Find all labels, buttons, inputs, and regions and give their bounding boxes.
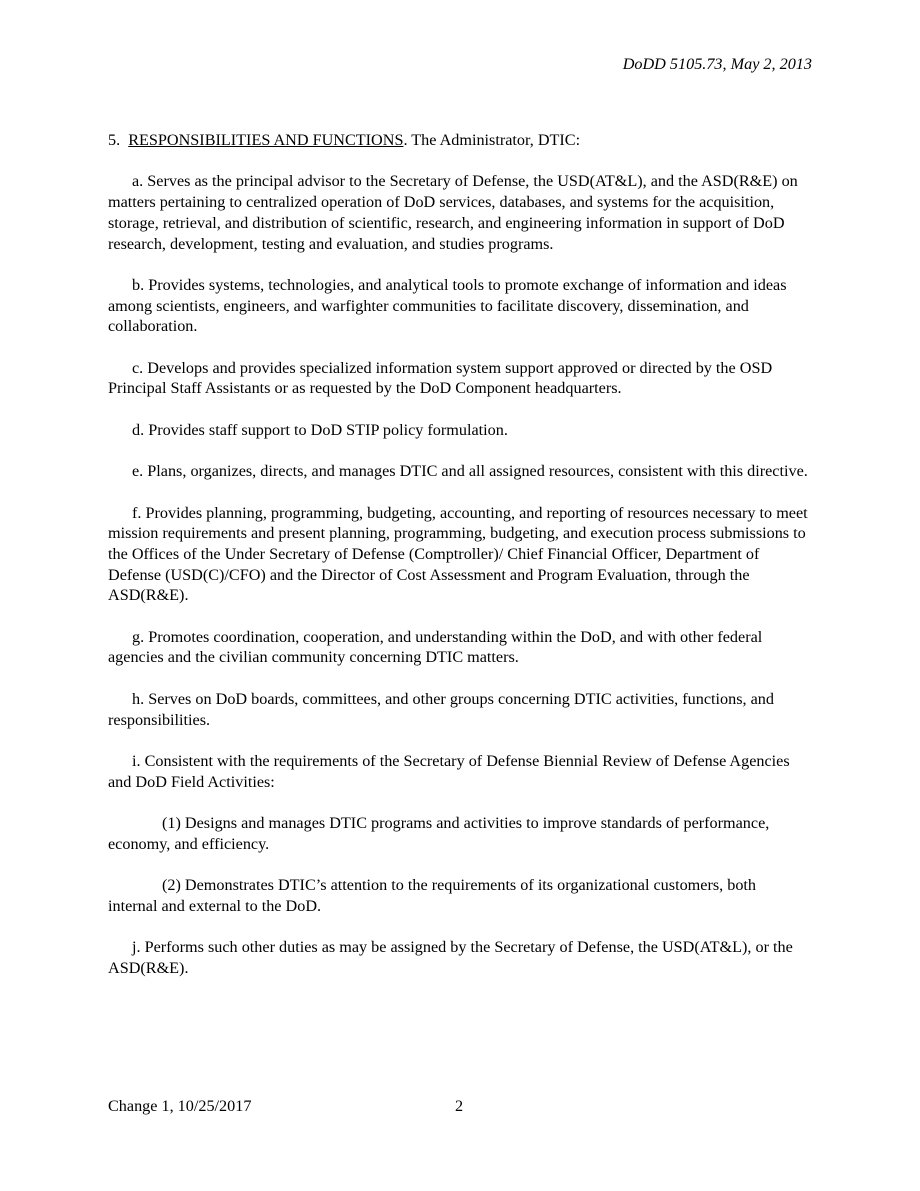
section-lead: . The Administrator, DTIC: — [403, 131, 581, 149]
paragraph-f: f. Provides planning, programming, budgeting, accounting, and reporting of resources necessary to meet mission requirements and present planning, programming, budgeting, and execution process submissions to the Offices of the Under Secretary of Defense (Comptroller)/ Chief Financial Officer, Department of Defense (USD(C)/CFO) and the Director of Cost Assessment and Program Evaluation, through the ASD(R&E). — [108, 503, 808, 605]
paragraph-d: d. Provides staff support to DoD STIP policy formulation. — [132, 420, 508, 439]
document-body — [108, 130, 808, 999]
paragraph-h: h. Serves on DoD boards, committees, and other groups concerning DTIC activities, functions, and responsibilities. — [108, 689, 774, 729]
paragraph-a: a. Serves as the principal advisor to the Secretary of Defense, the USD(AT&L), and the ASD(R&E) on matters pertaining to centralized operation of DoD services, databases, and systems for the acquisition, storage, retrieval, and distribution of scientific, research, and engineering information in support of DoD research, development, testing and evaluation, and studies programs. — [108, 172, 798, 253]
document-reference-header: DoDD 5105.73, May 2, 2013 — [622, 55, 812, 73]
paragraph-b: b. Provides systems, technologies, and analytical tools to promote exchange of information and ideas among scientists, engineers, and warfighter communities to facilitate discovery, dissemination, and collaboration. — [108, 275, 787, 336]
paragraph-i-1: (1) Designs and manages DTIC programs and activities to improve standards of performance, economy, and efficiency. — [108, 814, 770, 853]
section-heading — [108, 130, 808, 151]
paragraph-i-2: (2) Demonstrates DTIC’s attention to the requirements of its organizational customers, both internal and external to the DoD. — [108, 876, 757, 915]
change-notice: Change 1, 10/25/2017 — [108, 1097, 252, 1115]
page-footer — [108, 1096, 808, 1118]
section-title: RESPONSIBILITIES AND FUNCTIONS — [128, 131, 404, 149]
section-number: 5. — [108, 131, 121, 149]
paragraph-g: g. Promotes coordination, cooperation, and understanding within the DoD, and with other federal agencies and the civilian community concerning DTIC matters. — [108, 627, 763, 667]
page-number: 2 — [455, 1097, 464, 1115]
paragraph-c: c. Develops and provides specialized information system support approved or directed by the OSD Principal Staff Assistants or as requested by the DoD Component headquarters. — [108, 358, 773, 398]
paragraph-i: i. Consistent with the requirements of the Secretary of Defense Biennial Review of Defense Agencies and DoD Field Activities: — [108, 751, 790, 791]
paragraph-j: j. Performs such other duties as may be assigned by the Secretary of Defense, the USD(AT&L), or the ASD(R&E). — [108, 938, 793, 977]
paragraph-e: e. Plans, organizes, directs, and manages DTIC and all assigned resources, consistent with this directive. — [132, 462, 808, 481]
